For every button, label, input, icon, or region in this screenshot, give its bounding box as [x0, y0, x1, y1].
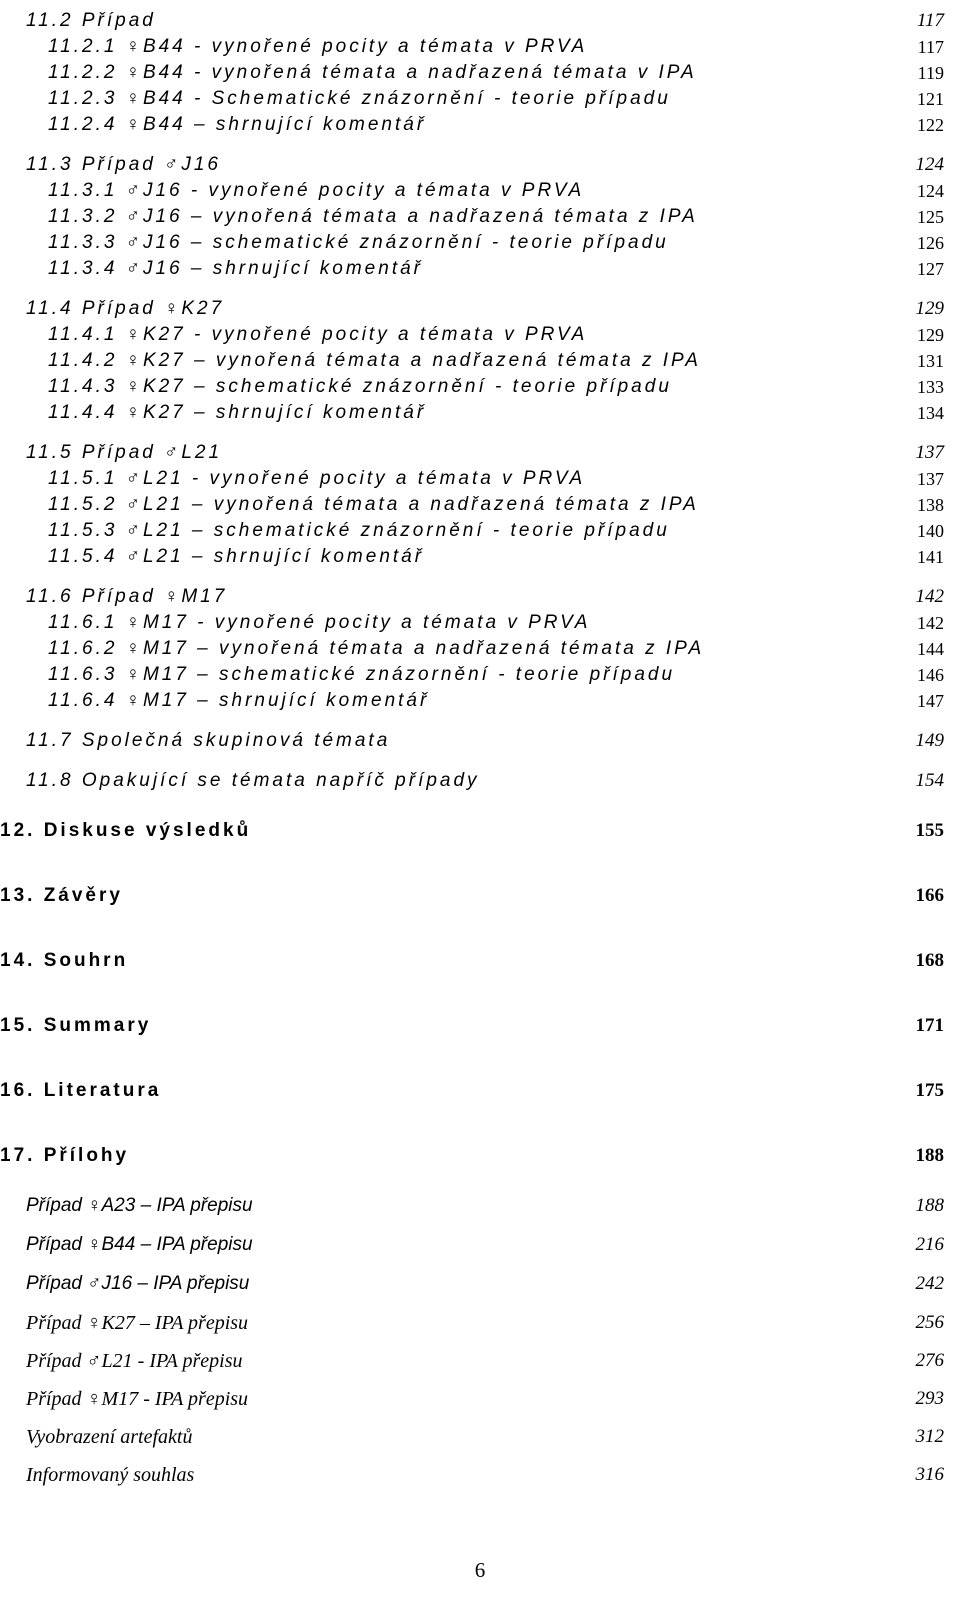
toc-entry[interactable]	[0, 688, 960, 714]
toc-entry-title: 11.3.3 ♂J16 – schematické znázornění - teorie případu	[48, 232, 669, 253]
toc-entry-page: 147	[917, 690, 944, 711]
toc-entry-page: 188	[915, 1145, 944, 1166]
toc-entry-page: 168	[915, 950, 944, 971]
toc-entry-page: 256	[915, 1312, 944, 1333]
toc-entry[interactable]	[0, 466, 960, 492]
toc-entry-title: 11.4.1 ♀K27 - vynořené pocity a témata v PRVA	[48, 324, 588, 345]
toc-entry-title: 11.4.4 ♀K27 – shrnující komentář	[48, 402, 427, 423]
toc-entry-title: 11.6 Případ ♀M17	[26, 586, 228, 607]
toc-entry-title: 11.4.2 ♀K27 – vynořená témata a nadřazená témata z IPA	[48, 350, 701, 371]
toc-entry-title: 14. Souhrn	[0, 950, 129, 971]
page-number: 6	[474, 1558, 486, 1582]
toc-entry[interactable]	[0, 8, 960, 34]
toc-entry-page: 175	[915, 1080, 944, 1101]
toc-entry-page: 171	[915, 1015, 944, 1036]
toc-entry[interactable]	[0, 1143, 960, 1169]
toc-entry-title: 11.4.3 ♀K27 – schematické znázornění - teorie případu	[48, 376, 672, 397]
toc-entry[interactable]	[0, 948, 960, 974]
toc-entry-title: Vyobrazení artefaktů	[26, 1425, 193, 1448]
toc-entry-title: 11.2.4 ♀B44 – shrnující komentář	[48, 114, 427, 135]
toc-entry[interactable]	[0, 296, 960, 322]
toc-entry-title: Případ ♀M17 - IPA přepisu	[26, 1387, 249, 1410]
toc-entry-title: 11.2.2 ♀B44 - vynořená témata a nadřazená témata v IPA	[48, 62, 697, 83]
toc-entry[interactable]	[0, 374, 960, 400]
toc-entry-page: 117	[916, 10, 944, 31]
toc-entry-title: 11.2.3 ♀B44 - Schematické znázornění - teorie případu	[48, 88, 671, 109]
toc-entry-title: 11.2.1 ♀B44 - vynořené pocity a témata v PRVA	[48, 36, 588, 57]
toc-entry[interactable]	[0, 204, 960, 230]
toc-entry-page: 124	[915, 154, 944, 175]
toc-entry[interactable]	[0, 518, 960, 544]
toc-entry[interactable]	[0, 662, 960, 688]
toc-entry-page: 124	[917, 180, 944, 201]
toc-entry[interactable]	[0, 728, 960, 754]
toc-entry[interactable]	[0, 1193, 960, 1219]
toc-entry-title: 15. Summary	[0, 1015, 152, 1036]
toc-entry[interactable]	[0, 1271, 960, 1297]
toc-entry-page: 137	[915, 442, 944, 463]
toc-entry-title: Případ ♂L21 - IPA přepisu	[26, 1349, 243, 1372]
toc-entry[interactable]	[0, 1232, 960, 1258]
toc-entry[interactable]	[0, 440, 960, 466]
toc-entry-page: 125	[917, 206, 944, 227]
toc-entry[interactable]	[0, 400, 960, 426]
toc-entry-title: Případ ♀K27 – IPA přepisu	[26, 1311, 249, 1334]
toc-entry-title: 11.8 Opakující se témata napříč případy	[26, 770, 480, 791]
toc-entry-title: Případ ♀B44 – IPA přepisu	[26, 1234, 253, 1255]
toc-entry[interactable]	[0, 322, 960, 348]
toc-entry-page: 188	[915, 1195, 944, 1216]
toc-entry[interactable]	[0, 584, 960, 610]
toc-entry[interactable]	[0, 1310, 960, 1336]
toc-entry-title: 11.6.1 ♀M17 - vynořené pocity a témata v PRVA	[48, 612, 591, 633]
toc-entry[interactable]	[0, 1348, 960, 1374]
toc-entry-page: 138	[917, 494, 944, 515]
toc-entry-title: Informovaný souhlas	[26, 1463, 195, 1486]
toc-entry-page: 316	[915, 1464, 944, 1485]
toc-entry-page: 155	[915, 820, 944, 841]
toc-entry-page: 134	[917, 402, 944, 423]
toc-entry-page: 312	[915, 1426, 944, 1447]
toc-entry[interactable]	[0, 636, 960, 662]
toc-entry-title: 11.5.1 ♂L21 - vynořené pocity a témata v PRVA	[48, 468, 586, 489]
toc-entry-page: 293	[915, 1388, 944, 1409]
toc-entry-page: 276	[915, 1350, 944, 1371]
toc-entry-page: 216	[915, 1234, 944, 1255]
toc-entry-page: 137	[917, 468, 944, 489]
toc-entry[interactable]	[0, 112, 960, 138]
toc-entry-page: 142	[917, 612, 944, 633]
toc-entry-title: 11.2 Případ	[26, 10, 156, 31]
toc-entry-page: 129	[915, 298, 944, 319]
toc-entry[interactable]	[0, 1462, 960, 1488]
toc-entry[interactable]	[0, 60, 960, 86]
toc-entry-page: 154	[915, 770, 944, 791]
toc-entry-page: 129	[917, 324, 944, 345]
toc-entry-page: 126	[917, 232, 944, 253]
toc-entry-title: 11.3 Případ ♂J16	[26, 154, 221, 175]
toc-entry-page: 131	[917, 350, 944, 371]
toc-entry-title: 11.3.1 ♂J16 - vynořené pocity a témata v PRVA	[48, 180, 585, 201]
toc-entry[interactable]	[0, 348, 960, 374]
toc-entry[interactable]	[0, 883, 960, 909]
toc-entry[interactable]	[0, 1386, 960, 1412]
toc-entry[interactable]	[0, 1078, 960, 1104]
toc-entry-title: 11.3.2 ♂J16 – vynořená témata a nadřazená témata z IPA	[48, 206, 698, 227]
toc-entry[interactable]	[0, 768, 960, 794]
toc-entry-page: 242	[915, 1273, 944, 1294]
toc-entry-page: 146	[917, 664, 944, 685]
toc-entry[interactable]	[0, 178, 960, 204]
toc-entry-title: 11.6.4 ♀M17 – shrnující komentář	[48, 690, 430, 711]
toc-entry[interactable]	[0, 256, 960, 282]
toc-entry-page: 119	[917, 62, 944, 83]
toc-entry-page: 141	[917, 546, 944, 567]
toc-entry[interactable]	[0, 86, 960, 112]
toc-entry-title: 11.6.2 ♀M17 – vynořená témata a nadřazená témata z IPA	[48, 638, 705, 659]
toc-entry-page: 122	[917, 114, 944, 135]
toc-entry[interactable]	[0, 34, 960, 60]
toc-entry-title: Případ ♀A23 – IPA přepisu	[26, 1195, 253, 1216]
toc-entry-title: 11.5 Případ ♂L21	[26, 442, 223, 463]
toc-entry[interactable]	[0, 544, 960, 570]
toc-entry[interactable]	[0, 152, 960, 178]
toc-entry-title: Případ ♂J16 – IPA přepisu	[26, 1273, 250, 1294]
toc-entry-title: 13. Závěry	[0, 885, 123, 906]
toc-entry[interactable]	[0, 818, 960, 844]
toc-entry-title: 12. Diskuse výsledků	[0, 820, 252, 841]
toc-entry-page: 133	[917, 376, 944, 397]
toc-entry[interactable]	[0, 610, 960, 636]
toc-entry-page: 140	[917, 520, 944, 541]
toc-entry-page: 121	[917, 88, 944, 109]
toc-entry-page: 127	[917, 258, 944, 279]
toc-entry-title: 11.4 Případ ♀K27	[26, 298, 225, 319]
toc-entry-title: 11.3.4 ♂J16 – shrnující komentář	[48, 258, 423, 279]
toc-entry-title: 11.5.4 ♂L21 – shrnující komentář	[48, 546, 425, 567]
toc-entry[interactable]	[0, 1013, 960, 1039]
toc-entry-page: 117	[917, 36, 944, 57]
toc-entry-page: 144	[917, 638, 944, 659]
toc-entry-title: 11.7 Společná skupinová témata	[26, 730, 391, 751]
toc-entry-page: 166	[915, 885, 944, 906]
toc-entry[interactable]	[0, 492, 960, 518]
toc-entry[interactable]	[0, 1424, 960, 1450]
toc-entry-page: 142	[915, 586, 944, 607]
toc-entry-title: 16. Literatura	[0, 1080, 162, 1101]
toc-entry-title: 11.5.3 ♂L21 – schematické znázornění - teorie případu	[48, 520, 670, 541]
toc-entry[interactable]	[0, 230, 960, 256]
toc-entry-page: 149	[915, 730, 944, 751]
toc-entry-title: 11.6.3 ♀M17 – schematické znázornění - teorie případu	[48, 664, 676, 685]
toc-entry-title: 11.5.2 ♂L21 – vynořená témata a nadřazená témata z IPA	[48, 494, 699, 515]
toc-entry-title: 17. Přílohy	[0, 1145, 130, 1166]
